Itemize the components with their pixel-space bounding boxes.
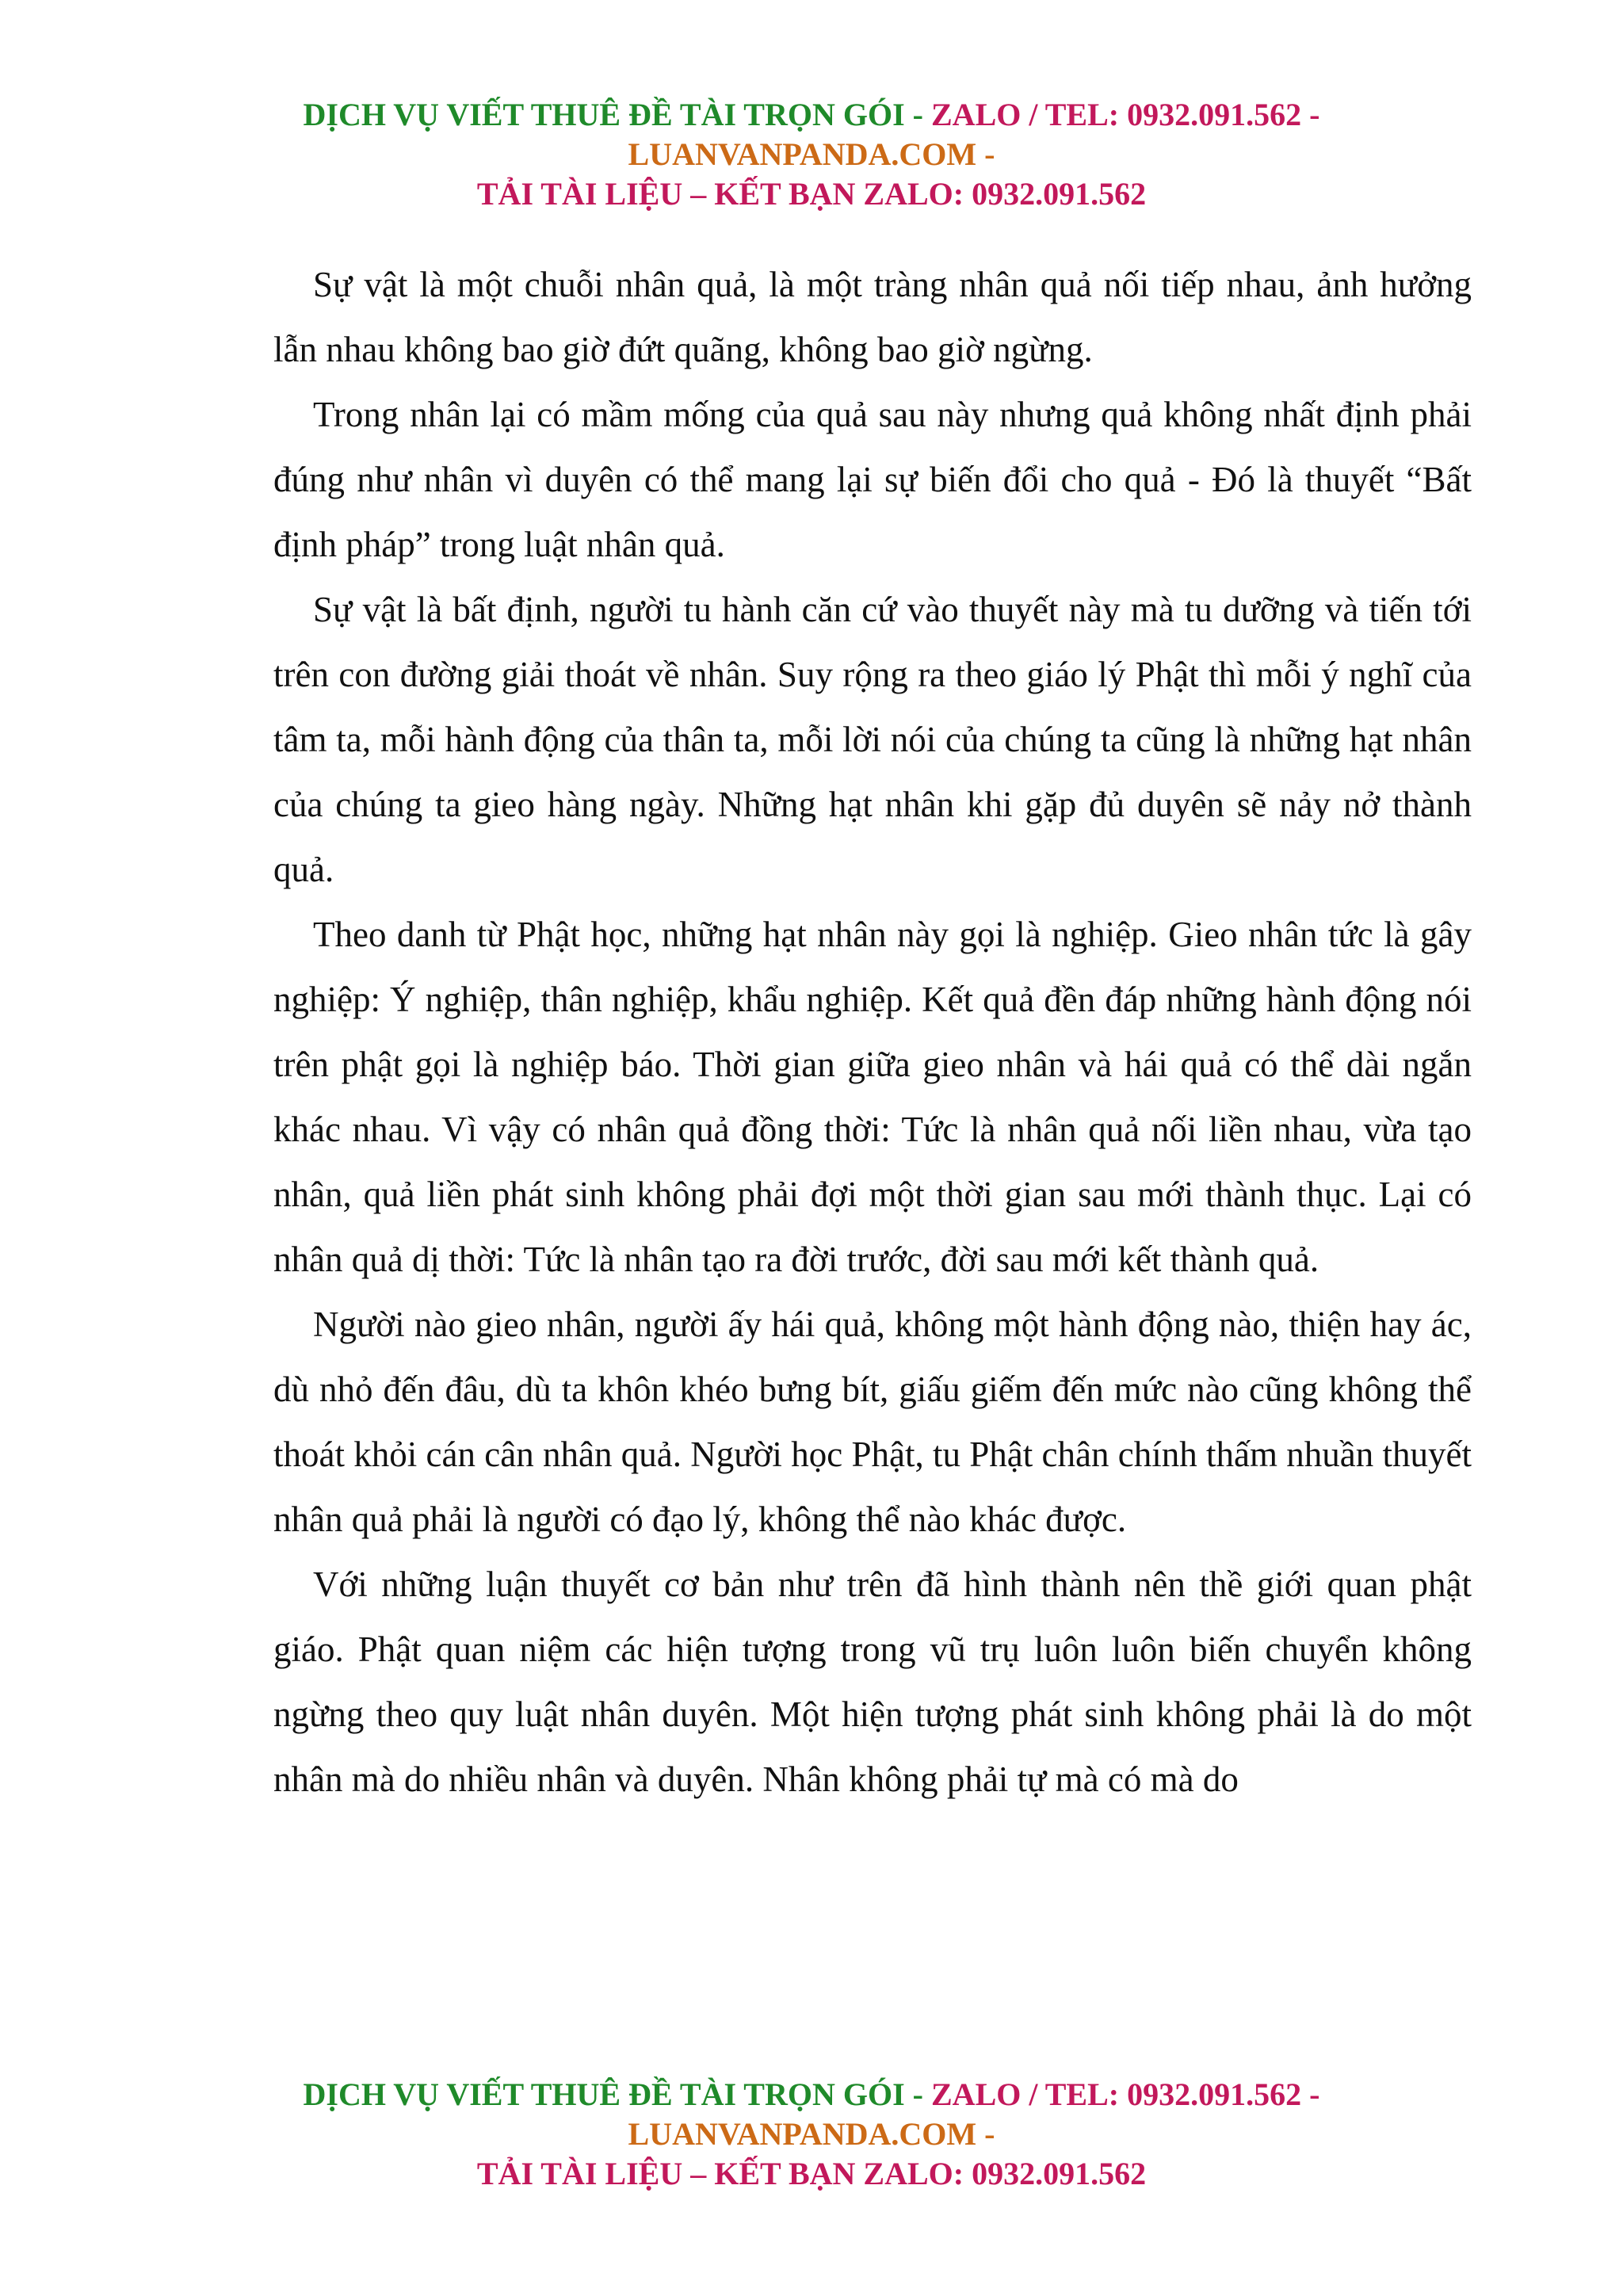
header-line-1 (0, 95, 1623, 135)
paragraph-4: Theo danh từ Phật học, những hạt nhân này gọi là nghiệp. Gieo nhân tức là gây nghiệp: Ý nghiệp, thân nghiệp, khẩu nghiệp. Kết quả đền đáp những hành động nói trên phật gọi là nghiệp báo. Thời gian giữa gieo nhân và hái quả có thể dài ngắn khác nhau. Vì vậy có nhân quả đồng thời: Tức là nhân quả nối liền nhau, vừa tạo nhân, quả liền phát sinh không phải đợi một thời gian sau mới thành thục. Lại có nhân quả dị thời: Tức là nhân tạo ra đời trước, đời sau mới kết thành quả. (273, 915, 1472, 1279)
header-website-text: LUANVANPANDA.COM - (628, 136, 995, 172)
document-body (273, 252, 1472, 1812)
footer-service-text: DỊCH VỤ VIẾT THUÊ ĐỀ TÀI TRỌN GÓI - (303, 2076, 931, 2112)
footer-contact-text: ZALO / TEL: 0932.091.562 - (931, 2076, 1320, 2112)
header-contact-text: ZALO / TEL: 0932.091.562 - (931, 97, 1320, 132)
footer-line-1 (0, 2075, 1623, 2115)
paragraph-1: Sự vật là một chuỗi nhân quả, là một tràng nhân quả nối tiếp nhau, ảnh hưởng lẫn nhau không bao giờ đứt quãng, không bao giờ ngừng. (273, 265, 1472, 369)
header-banner (0, 95, 1623, 214)
paragraph-3: Sự vật là bất định, người tu hành căn cứ vào thuyết này mà tu dưỡng và tiến tới trên con đường giải thoát về nhân. Suy rộng ra theo giáo lý Phật thì mỗi ý nghĩ của tâm ta, mỗi hành động của thân ta, mỗi lời nói của chúng ta cũng là những hạt nhân của chúng ta gieo hàng ngày. Những hạt nhân khi gặp đủ duyên sẽ nảy nở thành quả. (273, 590, 1472, 889)
paragraph-5: Người nào gieo nhân, người ấy hái quả, không một hành động nào, thiện hay ác, dù nhỏ đến đâu, dù ta khôn khéo bưng bít, giấu giếm đến mức nào cũng không thể thoát khỏi cán cân nhân quả. Người học Phật, tu Phật chân chính thấm nhuần thuyết nhân quả phải là người có đạo lý, không thể nào khác được. (273, 1305, 1472, 1539)
paragraph-6: Với những luận thuyết cơ bản như trên đã hình thành nên thề giới quan phật giáo. Phật quan niệm các hiện tượng trong vũ trụ luôn luôn biến chuyển không ngừng theo quy luật nhân duyên. Một hiện tượng phát sinh không phải là do một nhân mà do nhiều nhân và duyên. Nhân không phải tự mà có mà do (273, 1564, 1472, 1799)
paragraph-2: Trong nhân lại có mầm mống của quả sau này nhưng quả không nhất định phải đúng như nhân vì duyên có thể mang lại sự biến đổi cho quả - Đó là thuyết “Bất định pháp” trong luật nhân quả. (273, 395, 1472, 564)
header-download-text: TẢI TÀI LIỆU – KẾT BẠN ZALO: 0932.091.562 (476, 176, 1147, 212)
footer-banner (0, 2075, 1623, 2194)
footer-website-text: LUANVANPANDA.COM - (628, 2116, 995, 2152)
footer-download-text: TẢI TÀI LIỆU – KẾT BẠN ZALO: 0932.091.562 (476, 2156, 1147, 2191)
header-service-text: DỊCH VỤ VIẾT THUÊ ĐỀ TÀI TRỌN GÓI - (303, 97, 931, 132)
